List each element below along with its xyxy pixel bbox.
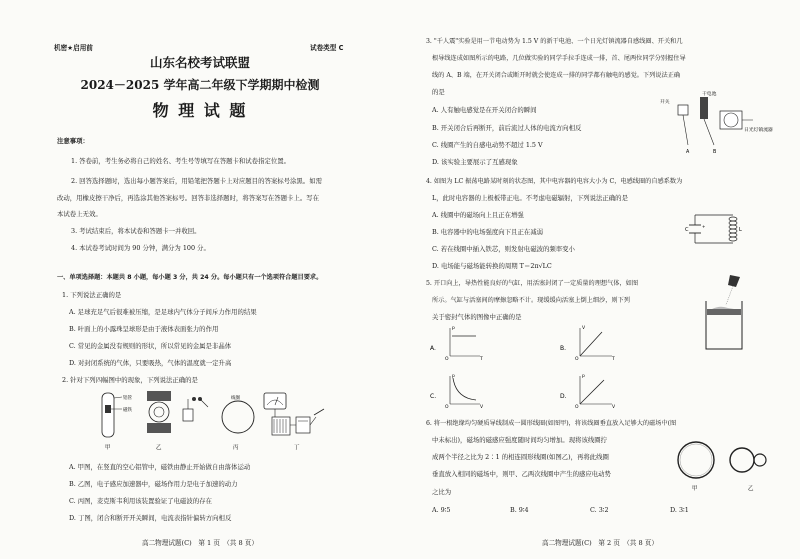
q4-option-b: B. 电容器中的电场强度向下且正在减弱	[432, 228, 544, 236]
label-jia: 甲	[692, 486, 698, 492]
exam-title: 2024－2025 学年高二年级下学期期中检测	[80, 78, 320, 92]
q6-stem-4: 垂直放入相同的磁场中，则甲、乙两次线圈中产生的感应电动势	[432, 470, 611, 478]
q2-option-b: B. 乙图，电子感应加速器中，磁场作用力是电子加速的动力	[69, 480, 238, 488]
svg-text:V: V	[612, 405, 616, 410]
q4-lc-circuit	[685, 205, 745, 253]
page-1-footer: 高二物理试题(C) 第 1 页 （共 8 页）	[142, 539, 258, 547]
q6-stem-2: 中未标出)，磁场的磁感应强度随时间均匀增加。现将该线圈拧	[432, 436, 608, 444]
label-A: A	[686, 150, 690, 155]
q2-option-d: D. 丁图，闭合和断开开关瞬间，电流表指针偏转方向相反	[69, 514, 232, 522]
label-B: B	[713, 150, 717, 155]
q2-stem: 2. 针对下列四幅图中的现象，下列说法正确的是	[62, 376, 198, 384]
label-ding: 丁	[294, 445, 300, 451]
svg-text:p: p	[452, 374, 455, 379]
graph-c-label: C.	[430, 393, 437, 400]
note-1: 1. 答卷前，考生务必将自己的姓名、考生号等填写在答题卡和试卷指定位置。	[71, 157, 291, 165]
plus-sign: +	[702, 224, 706, 229]
q4-stem-1: 4. 如图为 LC 振荡电路某时刻的状态图，其中电容器的电容大小为 C，电感线圈的自感系数为	[426, 178, 683, 185]
q5-cylinder-figure	[700, 271, 750, 353]
note-4: 4. 本试卷考试时间为 90 分钟，满分为 100 分。	[71, 244, 210, 252]
q2-option-a: A. 甲图，在竖直的空心铝管中，磁铁由静止开始做自由落体运动	[69, 463, 251, 471]
label-yi: 乙	[156, 445, 162, 451]
label-jia: 甲	[105, 445, 111, 451]
exam-page-2	[400, 0, 800, 559]
q3-option-b: B. 开关闭合后再断开，前后流过人体的电流方向相反	[432, 124, 582, 132]
figure-bing-maxwell	[183, 394, 254, 451]
figure-jia-aluminum-tube	[102, 393, 132, 451]
q3-option-d: D. 该实验主要展示了互感现象	[432, 158, 518, 166]
q6-stem-1: 6. 将一根绝缘均匀硬质导线制成一圆形线圈(如图甲)，将该线圈垂直放入足够大的磁场中(图	[426, 420, 677, 427]
q6-option-b: B. 9∶4	[510, 506, 529, 514]
page-2-footer: 高二物理试题(C) 第 2 页 （共 8 页）	[542, 539, 658, 547]
q4-option-a: A. 线圈中的磁场向上且正在增强	[432, 211, 524, 219]
notes-heading: 注意事项：	[57, 137, 89, 145]
svg-text:O: O	[575, 405, 579, 410]
graph-b-label: B.	[560, 345, 567, 352]
q3-stem-4: 的是	[432, 88, 445, 96]
svg-text:O: O	[575, 357, 579, 362]
graph-d-label: D.	[560, 393, 567, 400]
q1-option-d: D. 对封闭系统的气体，只要吸热，气体的温度就一定升高	[69, 359, 232, 367]
svg-text:O: O	[445, 357, 449, 362]
graph-d	[560, 374, 616, 410]
q6-option-d: D. 3∶1	[670, 506, 689, 514]
note-2-cont: 改动，用橡皮擦干净后，再选涂其他答案标号。回答非选择题时，将答案写在答题卡上。写在	[57, 194, 320, 202]
q4-option-d: D. 电场能与磁场能转换的周期 T＝2π√LC	[432, 262, 552, 270]
graph-a	[430, 326, 483, 362]
q4-stem-2: L，此时电容器的上极板带正电。不考虑电磁辐射，下列说法正确的是	[432, 194, 628, 202]
note-2-end: 本试卷上无效。	[57, 210, 102, 218]
q3-option-c: C. 线圈产生的自感电动势不超过 1.5 V	[432, 141, 543, 149]
svg-text:V: V	[582, 326, 586, 331]
graph-c	[430, 374, 484, 410]
label-aluminum-tube: 铝管	[123, 396, 132, 401]
q6-stem-5: 之比为	[432, 488, 452, 496]
svg-text:V: V	[480, 405, 484, 410]
section-1-heading: 一、单项选择题：本题共 8 小题，每小题 3 分，共 24 分。每小题只有一个选项符合题目要求。	[57, 274, 323, 281]
svg-text:p: p	[452, 326, 455, 331]
label-L: L	[739, 227, 742, 233]
label-C: C	[685, 227, 689, 233]
label-yi: 乙	[748, 486, 754, 492]
figure-yi-betatron	[147, 391, 171, 451]
label-magnet: 磁铁	[123, 408, 132, 413]
q6-stem-3: 成两个半径之比为 2∶1 的相连圆形线圈(如图乙)，再将此线圈	[432, 453, 609, 461]
q5-stem-1: 5. 开口向上，导热性能良好的气缸，用活塞封闭了一定质量的理想气体，如图	[426, 280, 639, 287]
note-3: 3. 考试结束后，将本试卷和答题卡一并收回。	[71, 227, 201, 235]
q6-option-c: C. 3∶2	[590, 506, 609, 514]
svg-text:T: T	[480, 357, 483, 362]
q6-option-a: A. 9∶5	[432, 506, 451, 514]
q2-figures	[88, 387, 336, 453]
label-switch: 开关	[660, 100, 670, 105]
q1-option-a: A. 足球充足气后很难被压缩，是足球内气体分子间斥力作用的结果	[69, 308, 257, 316]
svg-text:T: T	[612, 357, 615, 362]
q2-option-c: C. 丙图，麦克斯韦利用该装置验证了电磁波的存在	[69, 497, 212, 505]
label-battery: 干电池	[702, 92, 717, 97]
paper-type: 试卷类型 C	[310, 44, 344, 52]
q1-stem: 1. 下列说法正确的是	[62, 291, 122, 299]
confidential-mark: 机密★启用前	[54, 44, 93, 52]
figure-ding-induction	[264, 393, 324, 451]
subject-title: 物 理 试 题	[152, 101, 248, 120]
q5-stem-3: 关于密封气体的图像中正确的是	[432, 313, 522, 321]
q6-coil-figures	[670, 438, 780, 494]
graph-b	[560, 325, 615, 362]
note-2: 2. 回答选择题时，选出每小题答案后，用铅笔把答题卡上对应题目的答案标号涂黑。如需	[71, 177, 322, 185]
q1-option-b: B. 叶面上的小露珠呈球形是由于液体表面张力的作用	[69, 325, 219, 333]
graph-a-label: A.	[430, 345, 436, 352]
q3-option-a: A. 人有触电感觉是在开关闭合的瞬间	[432, 106, 537, 114]
q5-stem-2: 所示。气缸与活塞间的摩擦忽略不计。现缓缓向活塞上倒上细沙，则下列	[432, 297, 630, 304]
q3-stem-2: 根导线连成如图所示的电路，几位做实验的同学手拉手连成一排，首、尾两位同学分别握住导	[432, 55, 686, 62]
q3-stem-1: 3. "千人震"实验是用一节电动势为 1.5 V 的新干电池、一个日光灯镇流器自感线圈、开关和几	[426, 38, 683, 45]
q1-option-c: C. 常见的金属没有规则的形状，所以常见的金属是非晶体	[69, 342, 232, 350]
label-bing: 丙	[233, 445, 239, 451]
svg-text:O: O	[445, 405, 449, 410]
q3-circuit-figure	[658, 89, 788, 159]
exam-org: 山东名校考试联盟	[149, 55, 250, 70]
svg-text:p: p	[582, 374, 585, 379]
q5-graphs	[430, 322, 690, 414]
q4-option-c: C. 若在线圈中插入铁芯，则发射电磁波的频率变小	[432, 245, 575, 253]
q3-stem-3: 线的 A、B 端，在开关闭合或断开时就会使连成一排的同学都有触电的感觉。下列说法正确	[432, 72, 681, 79]
label-coil: 线圈	[231, 396, 240, 401]
label-ballast: 日光灯镇流器	[744, 128, 773, 133]
